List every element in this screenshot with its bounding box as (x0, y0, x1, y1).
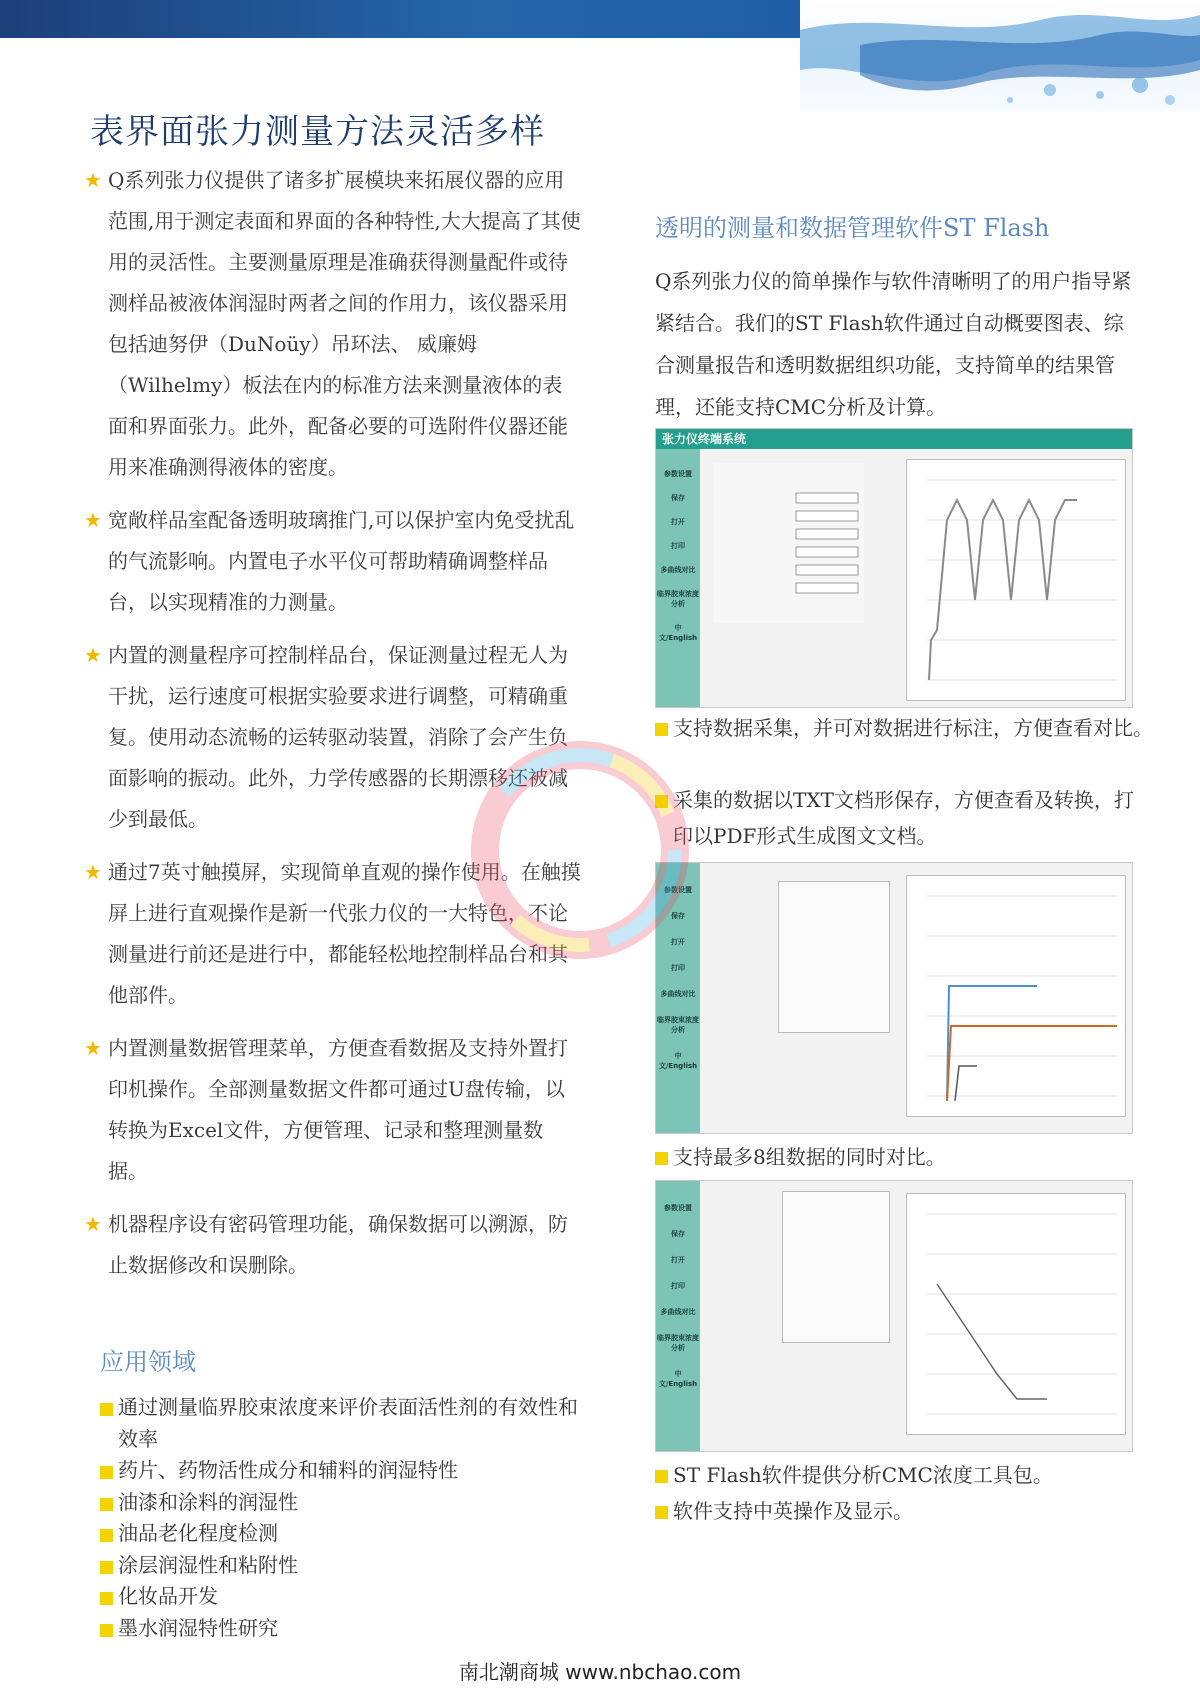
features-column (82, 160, 582, 1298)
software-screenshot-1 (655, 428, 1133, 708)
page-footer: 南北潮商城 www.nbchao.com (458, 1660, 742, 1684)
bullet-item: 采集的数据以TXT文档形保存，方便查看及转换，打印以PDF形式生成图文文档。 (655, 782, 1153, 854)
square-bullet-icon (100, 1592, 113, 1605)
star-icon: ★ (84, 643, 102, 667)
comparison-curves-graphic (907, 876, 1125, 1116)
feature-paragraph: ★ 内置测量数据管理菜单，方便查看数据及支持外置打印机操作。全部测量数据文件都可通过U盘传输，以转换为Excel文件，方便管理、记录和整理测量数据。 (82, 1028, 582, 1192)
star-icon: ★ (84, 508, 102, 532)
screenshot-sidebar: 参数设置 保存 打开 打印 多曲线对比 临界胶束浓度分析 中文/English (656, 863, 700, 1133)
line-plot-2 (906, 875, 1126, 1117)
water-splash-graphic (800, 0, 1200, 112)
form-fields-graphic (714, 463, 864, 623)
square-bullet-icon (655, 795, 668, 808)
list-item: 通过测量临界胶束浓度来评价表面活性剂的有效性和效率 (98, 1392, 578, 1455)
cmc-options-panel (782, 1191, 890, 1343)
list-item: 药片、药物活性成分和辅料的润湿特性 (98, 1455, 578, 1487)
feature-paragraph: ★ 机器程序设有密码管理功能，确保数据可以溯源，防止数据修改和误删除。 (82, 1204, 582, 1286)
square-bullet-icon (100, 1498, 113, 1511)
software-intro: Q系列张力仪的简单操作与软件清晰明了的用户指导紧紧结合。我们的ST Flash软件通过自动概要图表、综合测量报告和透明数据组织功能，支持简单的结果管理，还能支持CMC分析及计算。 (655, 269, 1132, 419)
feature-paragraph: ★ 通过7英寸触摸屏，实现简单直观的操作使用。在触摸屏上进行直观操作是新一代张力仪的一大特色，不论测量进行前还是进行中，都能轻松地控制样品台和其他部件。 (82, 852, 582, 1016)
square-bullet-icon (100, 1403, 113, 1416)
software-heading: 透明的测量和数据管理软件ST Flash (655, 214, 1050, 242)
star-icon: ★ (84, 1212, 102, 1236)
square-bullet-icon (100, 1466, 113, 1479)
tension-curve-graphic (907, 460, 1125, 700)
bullet-item: 支持最多8组数据的同时对比。 (655, 1139, 1153, 1175)
square-bullet-icon (655, 1470, 668, 1483)
feature-paragraph: ★ Q系列张力仪提供了诸多扩展模块来拓展仪器的应用范围,用于测定表面和界面的各种特性,大大提高了其使用的灵活性。主要测量原理是准确获得测量配件或待测样品被液体润湿时两者之间的作用力，该仪器采用包括迪努伊（DuNoüy）吊环法、 威廉姆（Wilhelmy）板法在内的标准方法来测量液体的表面和界面张力。此外，配备必要的可选附件仪器还能用来准确测得液体的密度。 (82, 160, 582, 488)
star-icon: ★ (84, 860, 102, 884)
star-icon: ★ (84, 168, 102, 192)
line-plot-1 (906, 459, 1126, 701)
software-screenshot-3 (655, 1180, 1133, 1452)
bullet-item: 软件支持中英操作及显示。 (655, 1493, 1153, 1529)
list-item: 油漆和涂料的润湿性 (98, 1487, 578, 1519)
screenshot-header: 张力仪终端系统 (656, 429, 1132, 449)
feature-paragraph: ★ 内置的测量程序可控制样品台，保证测量过程无人为干扰，运行速度可根据实验要求进行调整，可精确重复。使用动态流畅的运转驱动装置，消除了会产生负面影响的振动。此外，力学传感器的长期漂移还被减少到最低。 (82, 635, 582, 840)
square-bullet-icon (100, 1529, 113, 1542)
star-icon: ★ (84, 1036, 102, 1060)
square-bullet-icon (655, 1152, 668, 1165)
cmc-curve-graphic (907, 1194, 1125, 1434)
top-banner-bar (0, 0, 800, 38)
square-bullet-icon (655, 723, 668, 736)
list-item: 化妆品开发 (98, 1581, 578, 1613)
water-splash-image (800, 0, 1200, 112)
screenshot-sidebar: 参数设置 保存 打开 打印 多曲线对比 临界胶束浓度分析 中文/English (656, 1181, 700, 1451)
screenshot-sidebar: 参数设置 保存 打开 打印 多曲线对比 临界胶束浓度分析 中文/English (656, 449, 700, 707)
applications-list (98, 1392, 578, 1644)
applications-heading: 应用领域 (100, 1348, 196, 1376)
square-bullet-icon (100, 1624, 113, 1637)
square-bullet-icon (100, 1561, 113, 1574)
page-title: 表界面张力测量方法灵活多样 (90, 112, 545, 152)
list-item: 墨水润湿特性研究 (98, 1613, 578, 1645)
software-screenshot-2 (655, 862, 1133, 1134)
list-item: 涂层润湿性和粘附性 (98, 1550, 578, 1582)
square-bullet-icon (655, 1506, 668, 1519)
file-list-panel (778, 881, 890, 1033)
form-panel (714, 463, 864, 623)
list-item: 油品老化程度检测 (98, 1518, 578, 1550)
feature-paragraph: ★ 宽敞样品室配备透明玻璃推门,可以保护室内免受扰乱的气流影响。内置电子水平仪可帮助精确调整样品台，以实现精准的力测量。 (82, 500, 582, 623)
cmc-plot (906, 1193, 1126, 1435)
bullet-item: ST Flash软件提供分析CMC浓度工具包。 (655, 1457, 1153, 1493)
bullet-item: 支持数据采集，并可对数据进行标注，方便查看对比。 (655, 710, 1153, 746)
